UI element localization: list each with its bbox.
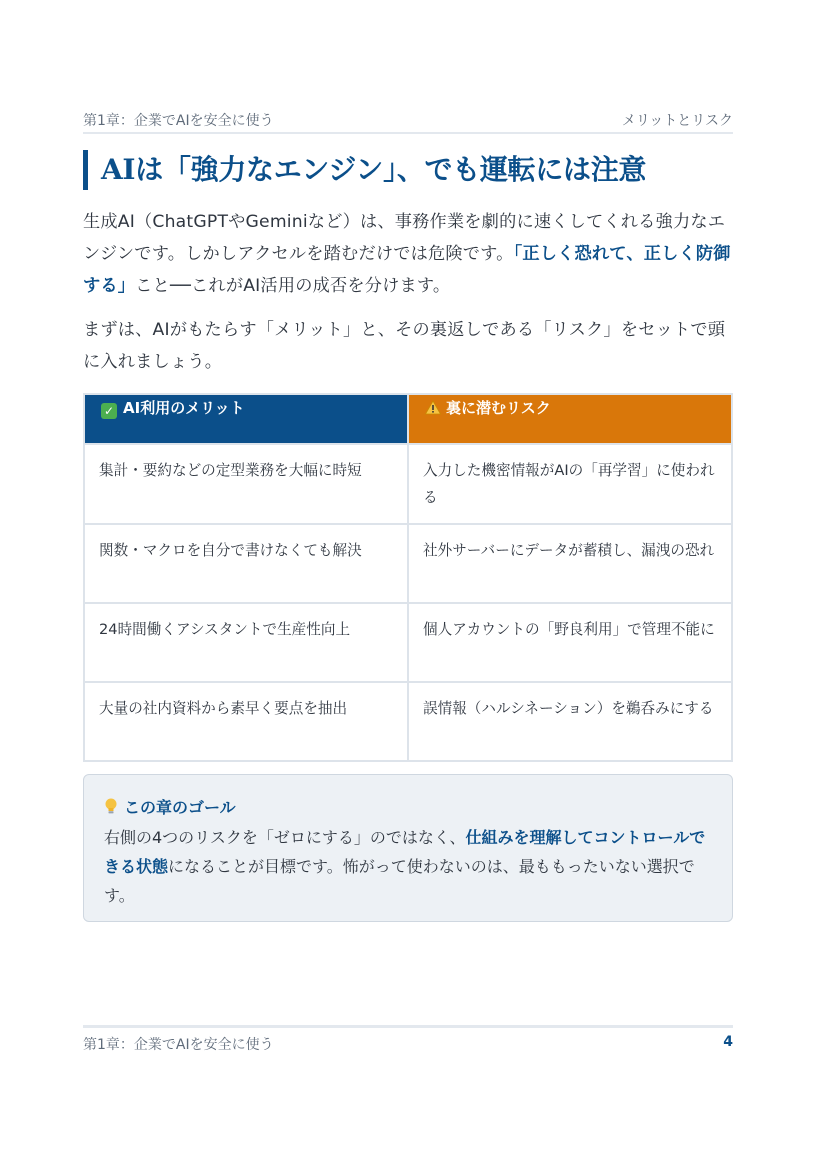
risk-cell: 個人アカウントの「野良利用」で管理不能に — [408, 603, 732, 682]
risk-column-header — [408, 394, 732, 444]
header-chapter: 第1章：企業でAIを安全に使う — [83, 113, 274, 129]
table-header-row — [84, 394, 732, 444]
table-row — [84, 444, 732, 524]
risk-cell: 社外サーバーにデータが蓄積し、漏洩の恐れ — [408, 524, 732, 603]
table-row — [84, 603, 732, 682]
page-header — [83, 108, 733, 134]
merit-cell: 集計・要約などの定型業務を大幅に時短 — [84, 444, 408, 524]
goal-text-a: 右側の4つのリスクを「ゼロにする」のではなく、 — [104, 828, 466, 847]
intro-paragraph-2: まずは、AIがもたらす「メリット」と、その裏返しである「リスク」をセットで頭に入れましょう。 — [83, 320, 726, 372]
check-icon: ✓ — [101, 403, 117, 419]
goal-title-text: この章のゴール — [124, 798, 236, 817]
merit-cell: 大量の社内資料から素早く要点を抽出 — [84, 682, 408, 761]
warning-icon — [425, 400, 441, 415]
goal-title — [104, 795, 712, 821]
intro-paragraph-1 — [83, 206, 733, 302]
goal-text — [104, 823, 712, 910]
merit-column-header — [84, 394, 408, 444]
table-row — [84, 682, 732, 761]
merit-cell: 関数・マクロを自分で書けなくても解決 — [84, 524, 408, 603]
risk-header-label: 裏に潜むリスク — [446, 399, 551, 417]
page-title: AIは「強力なエンジン」、でも運転には注意 — [83, 150, 733, 190]
goal-text-b: になることが目標です。怖がって使わないのは、最ももったいない選択です。 — [104, 857, 695, 905]
merit-risk-table — [83, 393, 733, 762]
intro-text-a: 生成AI（ChatGPTやGeminiなど）は、事務作業を劇的に速くしてくれる強力なエンジンです。しかしアクセルを踏むだけでは危険です。 — [83, 212, 726, 264]
chapter-goal-box — [83, 774, 733, 922]
lightbulb-icon — [104, 797, 118, 815]
risk-cell: 誤情報（ハルシネーション）を鵜呑みにする — [408, 682, 732, 761]
intro-text-b: こと──これがAI活用の成否を分けます。 — [135, 276, 451, 296]
intro-emphasis: 「正しく恐れて、正しく防御する」 — [83, 244, 731, 296]
merit-header-label: AI利用のメリット — [123, 399, 245, 417]
page-number: 4 — [723, 1034, 733, 1050]
risk-cell: 入力した機密情報がAIの「再学習」に使われる — [408, 444, 732, 524]
merit-cell: 24時間働くアシスタントで生産性向上 — [84, 603, 408, 682]
goal-emphasis: 仕組みを理解してコントロールできる状態 — [104, 828, 706, 876]
footer-chapter: 第1章：企業でAIを安全に使う — [83, 1037, 274, 1053]
page-footer — [83, 1025, 733, 1058]
header-section: メリットとリスク — [621, 113, 733, 129]
table-row — [84, 524, 732, 603]
